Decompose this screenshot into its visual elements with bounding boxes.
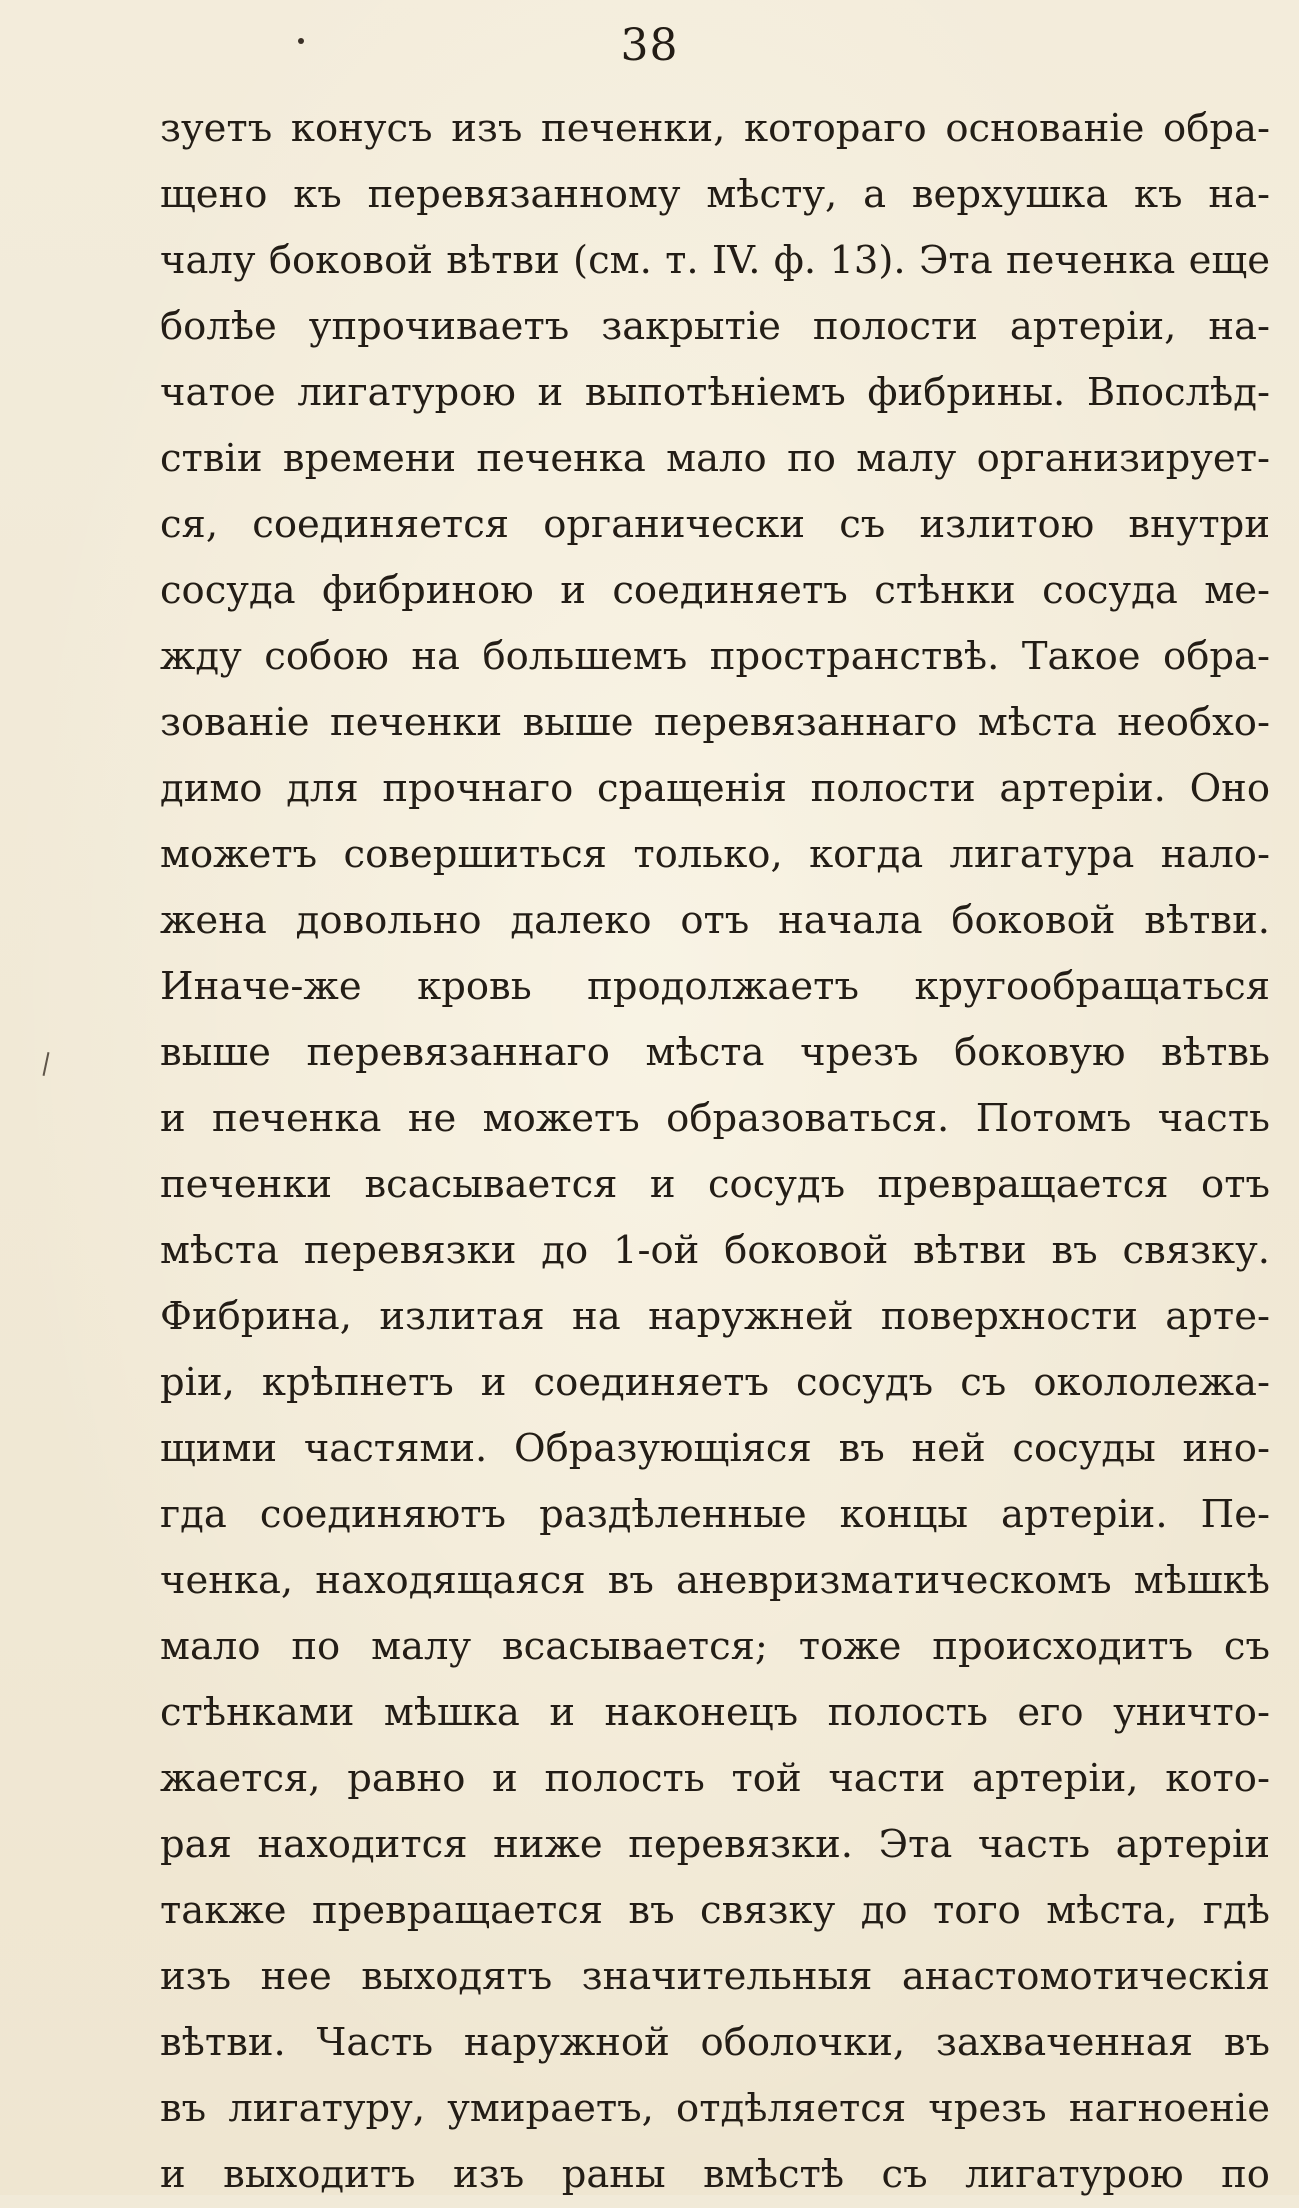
text-line: и печенка не можетъ образоваться. Потомъ часть [160,1096,1270,1141]
text-line: рая находится ниже перевязки. Эта часть артеріи [160,1822,1270,1867]
text-line: сосуда фибриною и соединяетъ стѣнки сосуда ме- [160,568,1270,613]
text-line: чалу боковой вѣтви (см. т. IV. ф. 13). Эта печенка еще [160,238,1270,283]
text-line: изъ нее выходятъ значительныя анастомотическія [160,1954,1270,1999]
text-line: жается, равно и полость той части артеріи, кото- [160,1756,1270,1801]
text-line: чатое лигатурою и выпотѣніемъ фибрины. Впослѣд- [160,370,1270,415]
text-line: ся, соединяется органически съ излитою внутри [160,502,1270,547]
text-line: можетъ совершиться только, когда лигатура нало- [160,832,1270,877]
text-line: печенки всасывается и сосудъ превращается отъ [160,1162,1270,1207]
text-line: щено къ перевязанному мѣсту, а верхушка къ на- [160,172,1270,217]
text-line: Фибрина, излитая на наружней поверхности арте- [160,1294,1270,1339]
text-line: жена довольно далеко отъ начала боковой вѣтви. [160,898,1270,943]
text-line: стѣнками мѣшка и наконецъ полость его уничто- [160,1690,1270,1735]
margin-mark [43,1052,50,1076]
text-line: жду собою на большемъ пространствѣ. Такое обра- [160,634,1270,679]
text-line: болѣе упрочиваетъ закрытіе полости артеріи, на- [160,304,1270,349]
text-line: ствіи времени печенка мало по малу организирует- [160,436,1270,481]
text-line: зуетъ конусъ изъ печенки, котораго основаніе обра- [160,106,1270,151]
text-line: димо для прочнаго сращенія полости артеріи. Оно [160,766,1270,811]
text-line: ченка, находящаяся въ аневризматическомъ мѣшкѣ [160,1558,1270,1603]
text-line: мѣста перевязки до 1-ой боковой вѣтви въ связку. [160,1228,1270,1273]
text-line: щими частями. Образующіяся въ ней сосуды ино- [160,1426,1270,1471]
text-line: зованіе печенки выше перевязаннаго мѣста необхо- [160,700,1270,745]
body-text [160,96,1270,2208]
text-line: вѣтви. Часть наружной оболочки, захваченная въ [160,2020,1270,2065]
text-line: также превращается въ связку до того мѣста, гдѣ [160,1888,1270,1933]
text-line: и выходитъ изъ раны вмѣстѣ съ лигатурою по [160,2152,1270,2197]
text-line: ріи, крѣпнетъ и соединяетъ сосудъ съ окололежа- [160,1360,1270,1405]
text-line: Иначе-же кровь продолжаетъ кругообращаться [160,964,1270,1009]
text-line: выше перевязаннаго мѣста чрезъ боковую вѣтвь [160,1030,1270,1075]
text-line: гда соединяютъ раздѣленные концы артеріи. Пе- [160,1492,1270,1537]
text-line: въ лигатуру, умираетъ, отдѣляется чрезъ нагноеніе [160,2086,1270,2131]
page-number: 38 [620,20,679,71]
text-line: мало по малу всасывается; тоже происходитъ съ [160,1624,1270,1669]
